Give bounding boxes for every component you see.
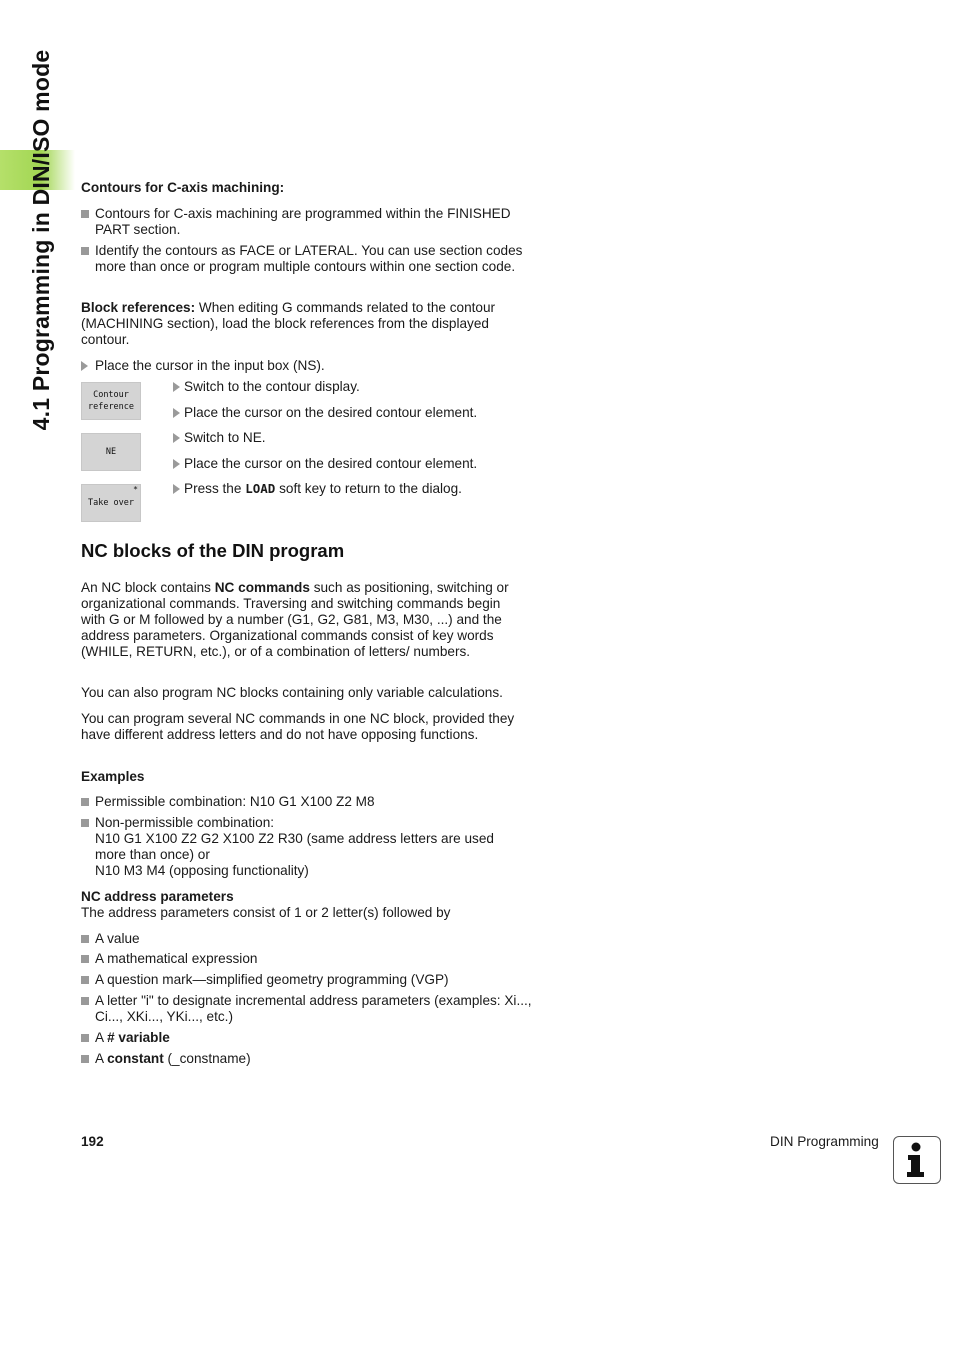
list-item-text: (_constname) xyxy=(163,1051,251,1066)
step-item xyxy=(173,456,477,472)
list-item xyxy=(81,1030,535,1046)
bullet-square-icon xyxy=(81,1055,89,1063)
bullet-square-icon xyxy=(81,798,89,806)
list-item xyxy=(81,206,535,238)
page-number: 192 xyxy=(81,1134,104,1149)
constant-term: constant xyxy=(107,1051,164,1066)
step-item xyxy=(173,481,462,497)
list-item xyxy=(81,951,535,967)
list-item xyxy=(81,243,535,275)
list-item xyxy=(81,993,535,1025)
list-item-text: N10 G1 X100 Z2 G2 X100 Z2 R30 (same address letters are used more than once) or xyxy=(95,831,494,862)
contour-reference-softkey[interactable] xyxy=(81,382,141,420)
arrow-right-icon xyxy=(173,433,180,443)
bullet-square-icon xyxy=(81,1034,89,1042)
examples-heading: Examples xyxy=(81,769,145,784)
address-parameters-text: The address parameters consist of 1 or 2 letter(s) followed by xyxy=(81,905,451,920)
list-item-text: A value xyxy=(95,931,140,946)
list-item-text: Identify the contours as FACE or LATERAL. You can use section codes more than once or program multiple contours within one section code. xyxy=(95,243,523,274)
list-item-text: Non-permissible combination: xyxy=(95,815,275,830)
list-item-text: A xyxy=(95,1030,108,1045)
arrow-right-icon xyxy=(173,484,180,494)
list-item xyxy=(81,972,535,988)
bullet-square-icon xyxy=(81,955,89,963)
step-text: soft key to return to the dialog. xyxy=(275,481,462,496)
softkey-label: Take over xyxy=(87,498,135,508)
list-item-text: A letter "i" to designate incremental address parameters (examples: Xi..., Ci..., XKi..., YKi..., etc.) xyxy=(95,993,532,1024)
arrow-right-icon xyxy=(173,408,180,418)
arrow-right-icon xyxy=(173,382,180,392)
section-heading: NC blocks of the DIN program xyxy=(81,540,345,561)
list-item xyxy=(81,1051,535,1067)
bullet-square-icon xyxy=(81,976,89,984)
load-softkey-name: LOAD xyxy=(245,481,276,496)
step-item xyxy=(173,379,360,395)
list-item-text: N10 M3 M4 (opposing functionality) xyxy=(95,863,309,878)
ne-softkey[interactable] xyxy=(81,433,141,471)
list-item xyxy=(81,815,535,879)
several-commands-paragraph: You can program several NC commands in one NC block, provided they have different address letters and do not have opposing functions. xyxy=(81,711,515,742)
take-over-softkey[interactable] xyxy=(81,484,141,522)
list-item-text: A question mark—simplified geometry programming (VGP) xyxy=(95,972,449,987)
list-item xyxy=(81,931,535,947)
step-text: Place the cursor on the desired contour element. xyxy=(184,456,478,471)
list-item-text: A xyxy=(95,1051,108,1066)
step-text: Place the cursor on the desired contour element. xyxy=(184,405,478,420)
step-text: Place the cursor in the input box (NS). xyxy=(95,358,325,373)
block-references-label: Block references: xyxy=(81,300,196,315)
arrow-right-icon xyxy=(173,459,180,469)
step-text: Press the xyxy=(184,481,246,496)
nc-blocks-paragraph xyxy=(81,580,526,660)
c-axis-heading: Contours for C-axis machining: xyxy=(81,180,285,195)
address-parameters-heading: NC address parameters xyxy=(81,889,234,904)
list-item-text: Contours for C-axis machining are programmed within the FINISHED PART section. xyxy=(95,206,511,237)
bullet-square-icon xyxy=(81,819,89,827)
step-text: Switch to NE. xyxy=(184,430,266,445)
list-item-text: Permissible combination: N10 G1 X100 Z2 M8 xyxy=(95,794,375,809)
bullet-square-icon xyxy=(81,210,89,218)
info-icon xyxy=(893,1136,941,1184)
chapter-side-title: 4.1 Programming in DIN/ISO mode xyxy=(28,49,54,431)
paragraph-text: An NC block contains xyxy=(81,580,215,595)
arrow-right-icon xyxy=(81,361,88,371)
list-item-text: A mathematical expression xyxy=(95,951,258,966)
list-item xyxy=(81,794,535,810)
block-references-text: When editing G commands related to the contour (MACHINING section), load the block references from the displayed contour. xyxy=(81,300,496,347)
nc-commands-term: NC commands xyxy=(214,580,310,595)
step-text: Switch to the contour display. xyxy=(184,379,360,394)
variable-calc-paragraph: You can also program NC blocks containing only variable calculations. xyxy=(81,685,503,700)
block-references-paragraph xyxy=(81,300,526,348)
step-item xyxy=(81,358,325,374)
bullet-square-icon xyxy=(81,997,89,1005)
step-item xyxy=(173,405,477,421)
softkey-label: Contour reference xyxy=(87,390,135,412)
softkey-label: NE xyxy=(105,447,117,457)
bullet-square-icon xyxy=(81,247,89,255)
paragraph-text: such as positioning, switching or organizational commands. Traversing and switching commands begin with G or M followed by a number (G1, G2, G81, M3, M30, ...) and the address parameters. Organizational commands consist of key words (WHILE, RETURN, etc.), or of a combination of letters/ numbers. xyxy=(81,580,509,659)
bullet-square-icon xyxy=(81,935,89,943)
step-item xyxy=(173,430,266,446)
variable-term: # variable xyxy=(107,1030,170,1045)
softkey-mark: * xyxy=(133,485,138,494)
footer-chapter-title: DIN Programming xyxy=(770,1134,879,1149)
